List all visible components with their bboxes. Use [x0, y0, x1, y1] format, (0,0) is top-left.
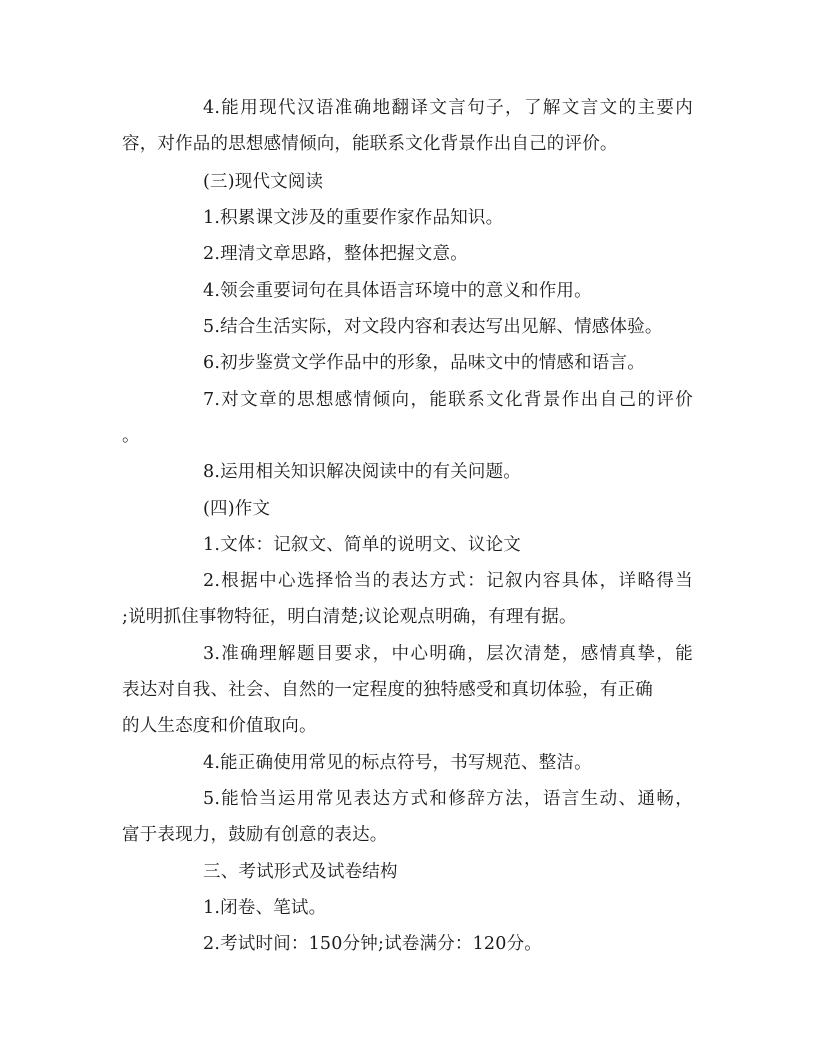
section-heading: (三)现代文阅读: [203, 172, 324, 192]
text-line: 6.初步鉴赏文学作品中的形象，品味文中的情感和语言。: [203, 353, 645, 373]
text-line: 容，对作品的思想感情倾向，能联系文化背景作出自己的评价。: [122, 134, 618, 154]
text-line: 1.闭卷、笔试。: [203, 898, 327, 918]
text-line: 2.根据中心选择恰当的表达方式：记叙内容具体，详略得当: [203, 571, 693, 591]
text-line: 1.文体：记叙文、简单的说明文、议论文: [203, 535, 521, 555]
text-line: 1.积累课文涉及的重要作家作品知识。: [203, 208, 504, 228]
text-line: 8.运用相关知识解决阅读中的有关问题。: [203, 462, 521, 482]
text-line: 。: [122, 426, 140, 446]
text-line: 表达对自我、社会、自然的一定程度的独特感受和真切体验，有正确: [122, 680, 653, 700]
section-heading: (四)作文: [203, 499, 271, 519]
text-line: 富于表现力，鼓励有创意的表达。: [122, 825, 388, 845]
text-line: 5.结合生活实际，对文段内容和表达写出见解、情感体验。: [203, 317, 663, 337]
section-heading: 三、考试形式及试卷结构: [203, 862, 398, 882]
text-line: 的人生态度和价值取向。: [122, 716, 317, 736]
text-line: 3.准确理解题目要求，中心明确，层次清楚，感情真挚，能: [203, 644, 693, 664]
text-line: 4.领会重要词句在具体语言环境中的意义和作用。: [203, 281, 592, 301]
text-line: ;说明抓住事物特征，明白清楚;议论观点明确，有理有据。: [122, 607, 577, 627]
text-line: 7.对文章的思想感情倾向，能联系文化背景作出自己的评价: [203, 390, 693, 410]
text-line: 2.考试时间：150分钟;试卷满分：120分。: [203, 934, 542, 954]
text-line: 4.能用现代汉语准确地翻译文言句子，了解文言文的主要内: [203, 98, 693, 118]
text-line: 4.能正确使用常见的标点符号，书写规范、整洁。: [203, 753, 592, 773]
text-line: 2.理清文章思路，整体把握文意。: [203, 244, 468, 264]
text-line: 5.能恰当运用常见表达方式和修辞方法，语言生动、通畅，: [203, 789, 693, 809]
